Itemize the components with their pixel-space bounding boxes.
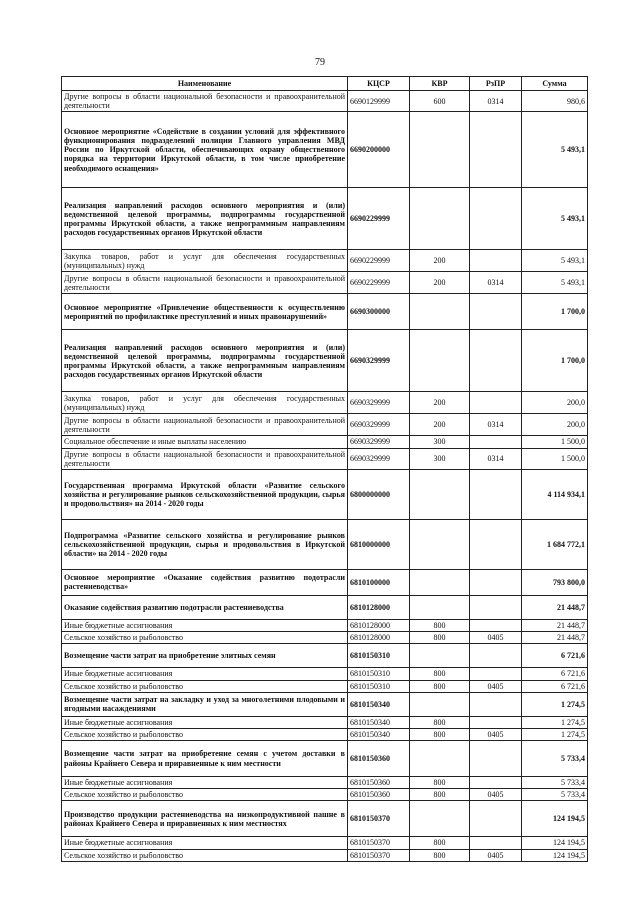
table-row	[62, 716, 588, 728]
row-rzpr-cell	[470, 619, 522, 631]
row-sum-cell: 5 493,1	[522, 112, 588, 188]
row-kvr-cell	[410, 741, 470, 777]
row-kcsr-cell: 6690329999	[348, 436, 410, 448]
row-kcsr-cell: 6810150370	[348, 849, 410, 861]
row-kvr-cell	[410, 801, 470, 837]
row-name-cell: Закупка товаров, работ и услуг для обеспечения государственных (муниципальных) нужд	[62, 392, 348, 414]
row-kvr-cell: 800	[410, 728, 470, 740]
row-name-cell: Сельское хозяйство и рыболовство	[62, 632, 348, 644]
table-row	[62, 272, 588, 294]
table-row	[62, 680, 588, 692]
table-row	[62, 692, 588, 716]
table-row	[62, 294, 588, 330]
row-sum-cell: 21 448,7	[522, 595, 588, 619]
row-name-cell: Социальное обеспечение и иные выплаты населению	[62, 436, 348, 448]
row-sum-cell: 1 500,0	[522, 448, 588, 469]
row-name-cell: Оказание содействия развитию подотрасли растениеводства	[62, 595, 348, 619]
row-sum-cell: 1 684 772,1	[522, 519, 588, 569]
table-row	[62, 519, 588, 569]
table-row	[62, 250, 588, 272]
row-rzpr-cell	[470, 469, 522, 519]
row-kcsr-cell: 6810150310	[348, 668, 410, 680]
row-rzpr-cell	[470, 741, 522, 777]
row-sum-cell: 5 493,1	[522, 272, 588, 294]
row-sum-cell: 21 448,7	[522, 619, 588, 631]
table-row	[62, 448, 588, 469]
row-kcsr-cell: 6690229999	[348, 188, 410, 250]
row-rzpr-cell: 0405	[470, 680, 522, 692]
row-name-cell: Основное мероприятие «Оказание содействия развитию подотрасли растениеводства»	[62, 569, 348, 595]
row-kvr-cell: 800	[410, 849, 470, 861]
row-kvr-cell	[410, 569, 470, 595]
row-sum-cell: 200,0	[522, 392, 588, 414]
row-sum-cell: 6 721,6	[522, 680, 588, 692]
row-sum-cell: 5 733,4	[522, 777, 588, 789]
row-kcsr-cell: 6690229999	[348, 250, 410, 272]
table-row	[62, 469, 588, 519]
row-rzpr-cell: 0405	[470, 789, 522, 801]
row-sum-cell: 1 274,5	[522, 728, 588, 740]
row-kvr-cell	[410, 692, 470, 716]
row-name-cell: Основное мероприятие «Содействие в создании условий для эффективного функционирования подразделений полиции Главного управления МВД России по Иркутской области, обеспечивающих охрану общественного порядка на территории Иркутской области, в том числе приобретение необходимого оснащения»	[62, 112, 348, 188]
row-kvr-cell: 800	[410, 716, 470, 728]
row-rzpr-cell: 0405	[470, 728, 522, 740]
row-rzpr-cell: 0314	[470, 414, 522, 436]
row-rzpr-cell: 0314	[470, 272, 522, 294]
table-row	[62, 801, 588, 837]
row-kcsr-cell: 6810150360	[348, 741, 410, 777]
table-row	[62, 436, 588, 448]
row-name-cell: Подпрограмма «Развитие сельского хозяйства и регулирование рынков сельскохозяйственной продукции, сырья и продовольствия в Иркутской области» на 2014 - 2020 годы	[62, 519, 348, 569]
row-kvr-cell	[410, 112, 470, 188]
row-name-cell: Возмещение части затрат на приобретение семян с учетом доставки в районы Крайнего Севера и приравненные к ним местности	[62, 741, 348, 777]
row-kvr-cell	[410, 469, 470, 519]
row-rzpr-cell	[470, 595, 522, 619]
row-sum-cell: 1 700,0	[522, 294, 588, 330]
row-rzpr-cell	[470, 716, 522, 728]
table-row	[62, 569, 588, 595]
table-row	[62, 595, 588, 619]
row-sum-cell: 980,6	[522, 91, 588, 112]
row-sum-cell: 200,0	[522, 414, 588, 436]
table-row	[62, 789, 588, 801]
row-sum-cell: 5 493,1	[522, 188, 588, 250]
row-kcsr-cell: 6810150340	[348, 716, 410, 728]
row-kvr-cell: 300	[410, 448, 470, 469]
row-kcsr-cell: 6810150370	[348, 801, 410, 837]
row-kvr-cell: 300	[410, 436, 470, 448]
table-row	[62, 728, 588, 740]
row-kcsr-cell: 6810150340	[348, 692, 410, 716]
table-row	[62, 632, 588, 644]
row-kcsr-cell: 6810150340	[348, 728, 410, 740]
row-rzpr-cell	[470, 569, 522, 595]
row-name-cell: Возмещение части затрат на приобретение элитных семян	[62, 644, 348, 668]
row-rzpr-cell	[470, 777, 522, 789]
row-sum-cell: 6 721,6	[522, 644, 588, 668]
row-kvr-cell	[410, 595, 470, 619]
row-kvr-cell: 800	[410, 668, 470, 680]
header-kcsr: КЦСР	[348, 77, 410, 91]
header-kvr: КВР	[410, 77, 470, 91]
row-kvr-cell: 200	[410, 250, 470, 272]
row-kcsr-cell: 6690329999	[348, 330, 410, 392]
row-name-cell: Иные бюджетные ассигнования	[62, 619, 348, 631]
row-kcsr-cell: 6690229999	[348, 272, 410, 294]
table-row	[62, 414, 588, 436]
table-row	[62, 644, 588, 668]
row-rzpr-cell: 0405	[470, 849, 522, 861]
row-rzpr-cell	[470, 668, 522, 680]
row-kcsr-cell: 6810150310	[348, 680, 410, 692]
row-rzpr-cell	[470, 436, 522, 448]
row-kcsr-cell: 6810000000	[348, 519, 410, 569]
row-sum-cell: 1 700,0	[522, 330, 588, 392]
row-name-cell: Иные бюджетные ассигнования	[62, 837, 348, 849]
row-name-cell: Реализация направлений расходов основного мероприятия и (или) ведомственной целевой программы, подпрограммы государственной программы Иркутской области, а также непрограммным направлениям расходов государственных органов Иркутской области	[62, 188, 348, 250]
row-kvr-cell: 600	[410, 91, 470, 112]
table-row	[62, 849, 588, 861]
row-kvr-cell: 800	[410, 680, 470, 692]
row-kcsr-cell: 6810150360	[348, 789, 410, 801]
row-sum-cell: 124 194,5	[522, 837, 588, 849]
row-rzpr-cell	[470, 188, 522, 250]
row-kvr-cell: 200	[410, 272, 470, 294]
row-kvr-cell	[410, 330, 470, 392]
table-row	[62, 837, 588, 849]
table-row	[62, 188, 588, 250]
table-row	[62, 741, 588, 777]
table-row	[62, 668, 588, 680]
row-name-cell: Сельское хозяйство и рыболовство	[62, 680, 348, 692]
row-kcsr-cell: 6810128000	[348, 619, 410, 631]
row-name-cell: Основное мероприятие «Привлечение общественности к осуществлению мероприятий по профилактике преступлений и иных правонарушений»	[62, 294, 348, 330]
row-name-cell: Другие вопросы в области национальной безопасности и правоохранительной деятельности	[62, 91, 348, 112]
row-kvr-cell	[410, 188, 470, 250]
row-rzpr-cell	[470, 294, 522, 330]
row-sum-cell: 124 194,5	[522, 849, 588, 861]
table-row	[62, 392, 588, 414]
row-kcsr-cell: 6690329999	[348, 392, 410, 414]
row-rzpr-cell: 0314	[470, 448, 522, 469]
row-name-cell: Другие вопросы в области национальной безопасности и правоохранительной деятельности	[62, 414, 348, 436]
row-rzpr-cell	[470, 330, 522, 392]
row-kvr-cell	[410, 519, 470, 569]
row-kcsr-cell: 6810128000	[348, 632, 410, 644]
table-header-row	[62, 77, 588, 91]
row-kvr-cell: 200	[410, 392, 470, 414]
row-sum-cell: 1 274,5	[522, 716, 588, 728]
row-sum-cell: 6 721,6	[522, 668, 588, 680]
row-sum-cell: 4 114 934,1	[522, 469, 588, 519]
row-kcsr-cell: 6800000000	[348, 469, 410, 519]
row-name-cell: Сельское хозяйство и рыболовство	[62, 728, 348, 740]
row-kvr-cell: 800	[410, 632, 470, 644]
row-sum-cell: 793 800,0	[522, 569, 588, 595]
row-name-cell: Возмещение части затрат на закладку и уход за многолетними плодовыми и ягодными насаждениями	[62, 692, 348, 716]
row-rzpr-cell	[470, 250, 522, 272]
row-name-cell: Иные бюджетные ассигнования	[62, 716, 348, 728]
row-rzpr-cell	[470, 801, 522, 837]
row-kvr-cell: 800	[410, 837, 470, 849]
row-rzpr-cell: 0405	[470, 632, 522, 644]
budget-table	[61, 76, 588, 862]
row-name-cell: Другие вопросы в области национальной безопасности и правоохранительной деятельности	[62, 272, 348, 294]
row-kvr-cell	[410, 644, 470, 668]
header-sum: Сумма	[522, 77, 588, 91]
row-rzpr-cell	[470, 837, 522, 849]
table-row	[62, 91, 588, 112]
row-sum-cell: 1 500,0	[522, 436, 588, 448]
table-row	[62, 330, 588, 392]
row-rzpr-cell	[470, 644, 522, 668]
row-rzpr-cell: 0314	[470, 91, 522, 112]
row-rzpr-cell	[470, 692, 522, 716]
row-kcsr-cell: 6690129999	[348, 91, 410, 112]
table-row	[62, 777, 588, 789]
row-rzpr-cell	[470, 392, 522, 414]
row-name-cell: Другие вопросы в области национальной безопасности и правоохранительной деятельности	[62, 448, 348, 469]
row-kcsr-cell: 6810100000	[348, 569, 410, 595]
row-kcsr-cell: 6810128000	[348, 595, 410, 619]
row-sum-cell: 1 274,5	[522, 692, 588, 716]
row-rzpr-cell	[470, 519, 522, 569]
row-name-cell: Производство продукции растениеводства на низкопродуктивной пашне в районах Крайнего Севера и приравненных к ним местностях	[62, 801, 348, 837]
row-kvr-cell: 800	[410, 789, 470, 801]
header-name: Наименование	[62, 77, 348, 91]
row-sum-cell: 5 733,4	[522, 789, 588, 801]
row-name-cell: Закупка товаров, работ и услуг для обеспечения государственных (муниципальных) нужд	[62, 250, 348, 272]
row-name-cell: Реализация направлений расходов основного мероприятия и (или) ведомственной целевой программы, подпрограммы государственной программы Иркутской области, а также непрограммным направлениям расходов государственных органов Иркутской области	[62, 330, 348, 392]
row-rzpr-cell	[470, 112, 522, 188]
row-kvr-cell: 800	[410, 777, 470, 789]
header-rzpr: РзПР	[470, 77, 522, 91]
row-kcsr-cell: 6810150370	[348, 837, 410, 849]
row-name-cell: Иные бюджетные ассигнования	[62, 668, 348, 680]
row-sum-cell: 5 733,4	[522, 741, 588, 777]
page-number: 79	[315, 57, 325, 68]
row-name-cell: Государственная программа Иркутской области «Развитие сельского хозяйства и регулирование рынков сельскохозяйственной продукции, сырья и продовольствия» на 2014 - 2020 годы	[62, 469, 348, 519]
row-kcsr-cell: 6690329999	[348, 448, 410, 469]
row-kcsr-cell: 6810150310	[348, 644, 410, 668]
row-sum-cell: 21 448,7	[522, 632, 588, 644]
row-kvr-cell: 800	[410, 619, 470, 631]
row-name-cell: Иные бюджетные ассигнования	[62, 777, 348, 789]
row-name-cell: Сельское хозяйство и рыболовство	[62, 789, 348, 801]
row-kvr-cell	[410, 294, 470, 330]
row-kvr-cell: 200	[410, 414, 470, 436]
row-sum-cell: 5 493,1	[522, 250, 588, 272]
table-row	[62, 112, 588, 188]
table-row	[62, 619, 588, 631]
row-kcsr-cell: 6810150360	[348, 777, 410, 789]
row-kcsr-cell: 6690300000	[348, 294, 410, 330]
row-sum-cell: 124 194,5	[522, 801, 588, 837]
row-kcsr-cell: 6690200000	[348, 112, 410, 188]
row-name-cell: Сельское хозяйство и рыболовство	[62, 849, 348, 861]
row-kcsr-cell: 6690329999	[348, 414, 410, 436]
